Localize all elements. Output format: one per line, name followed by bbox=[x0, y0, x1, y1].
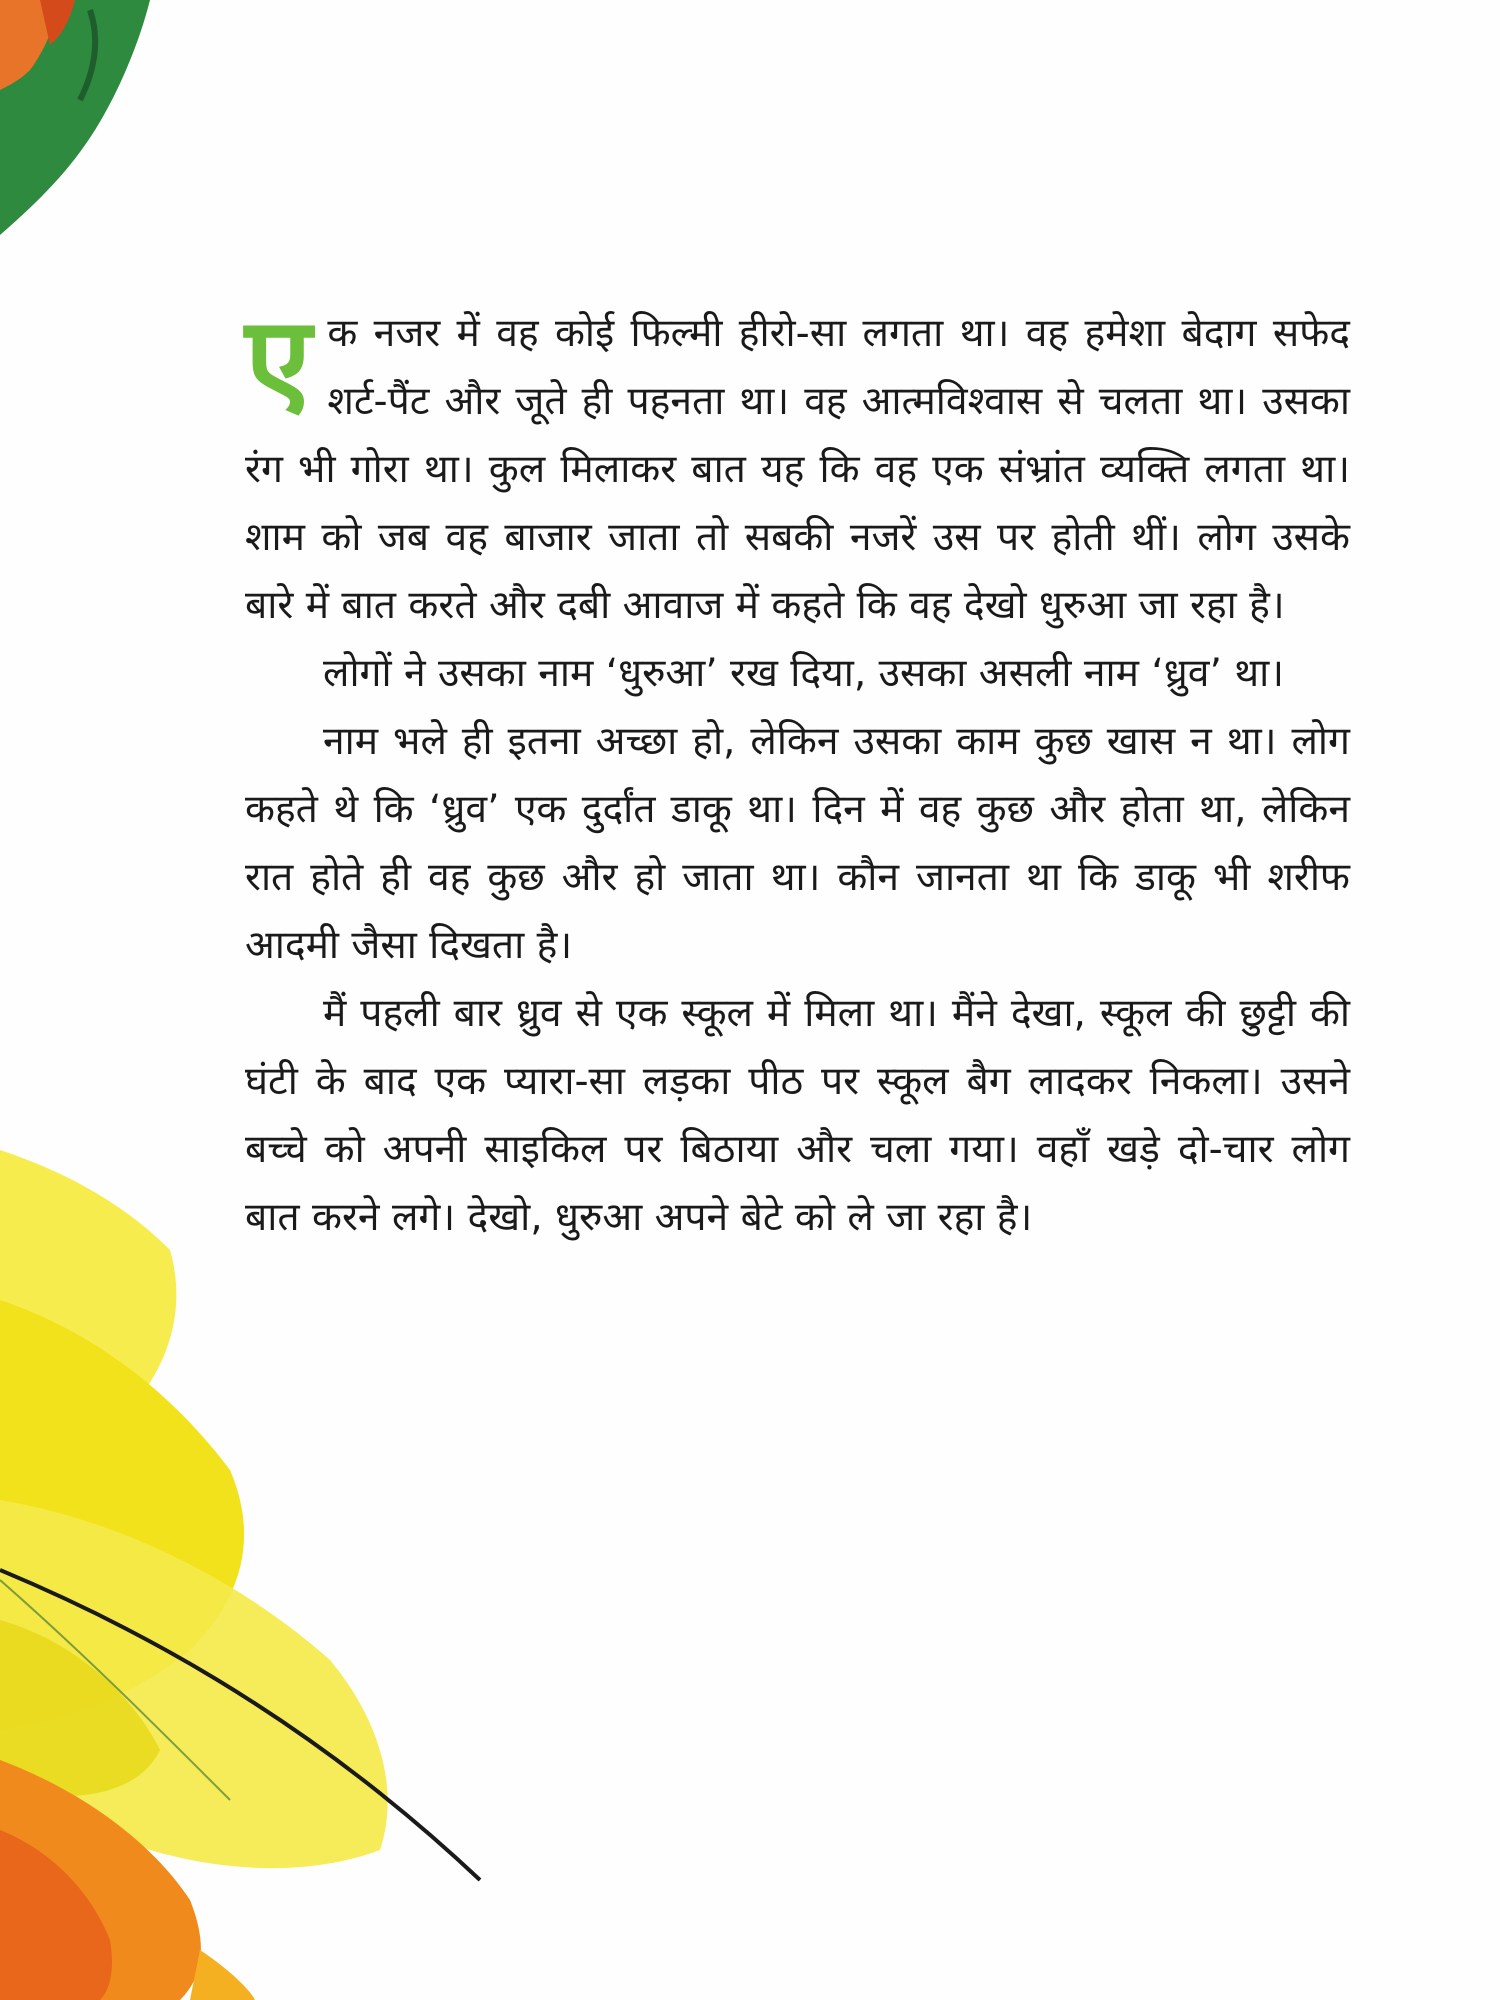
paragraph-3: नाम भले ही इतना अच्छा हो, लेकिन उसका काम कुछ खास न था। लोग कहते थे कि ‘ध्रुव’ एक दुर्दांत डाकू था। दिन में वह कुछ और होता था, लेकिन रात होते ही वह कुछ और हो जाता था। कौन जानता था कि डाकू भी शरीफ आदमी जैसा दिखता है। bbox=[245, 719, 1351, 968]
paragraph-2: लोगों ने उसका नाम ‘धुरुआ’ रख दिया, उसका असली नाम ‘ध्रुव’ था। bbox=[323, 651, 1285, 696]
paragraph-1-text: क नजर में वह कोई फिल्मी हीरो-सा लगता था। वह हमेशा बेदाग सफेद शर्ट-पैंट और जूते ही पहनता था। वह आत्मविश्वास से चलता था। उसका रंग भी गोरा था। कुल मिलाकर बात यह कि वह एक संभ्रांत व्यक्ति लगता था। शाम को जब वह बाजार जाता तो सबकी नजरें उस पर होती थीं। लोग उसके बारे में बात करते और दबी आवाज में कहते कि वह देखो धुरुआ जा रहा है। bbox=[245, 311, 1350, 628]
paragraph-4: मैं पहली बार ध्रुव से एक स्कूल में मिला था। मैंने देखा, स्कूल की छुट्टी की घंटी के बाद एक प्यारा-सा लड़का पीठ पर स्कूल बैग लादकर निकला। उसने बच्चे को अपनी साइकिल पर बिठाया और चला गया। वहाँ खड़े दो-चार लोग बात करने लगे। देखो, धुरुआ अपने बेटे को ले जा रहा है। bbox=[245, 991, 1350, 1240]
paragraph-1 bbox=[245, 290, 1350, 640]
drop-cap-letter: ए bbox=[245, 290, 312, 431]
story-text bbox=[245, 290, 1351, 1252]
